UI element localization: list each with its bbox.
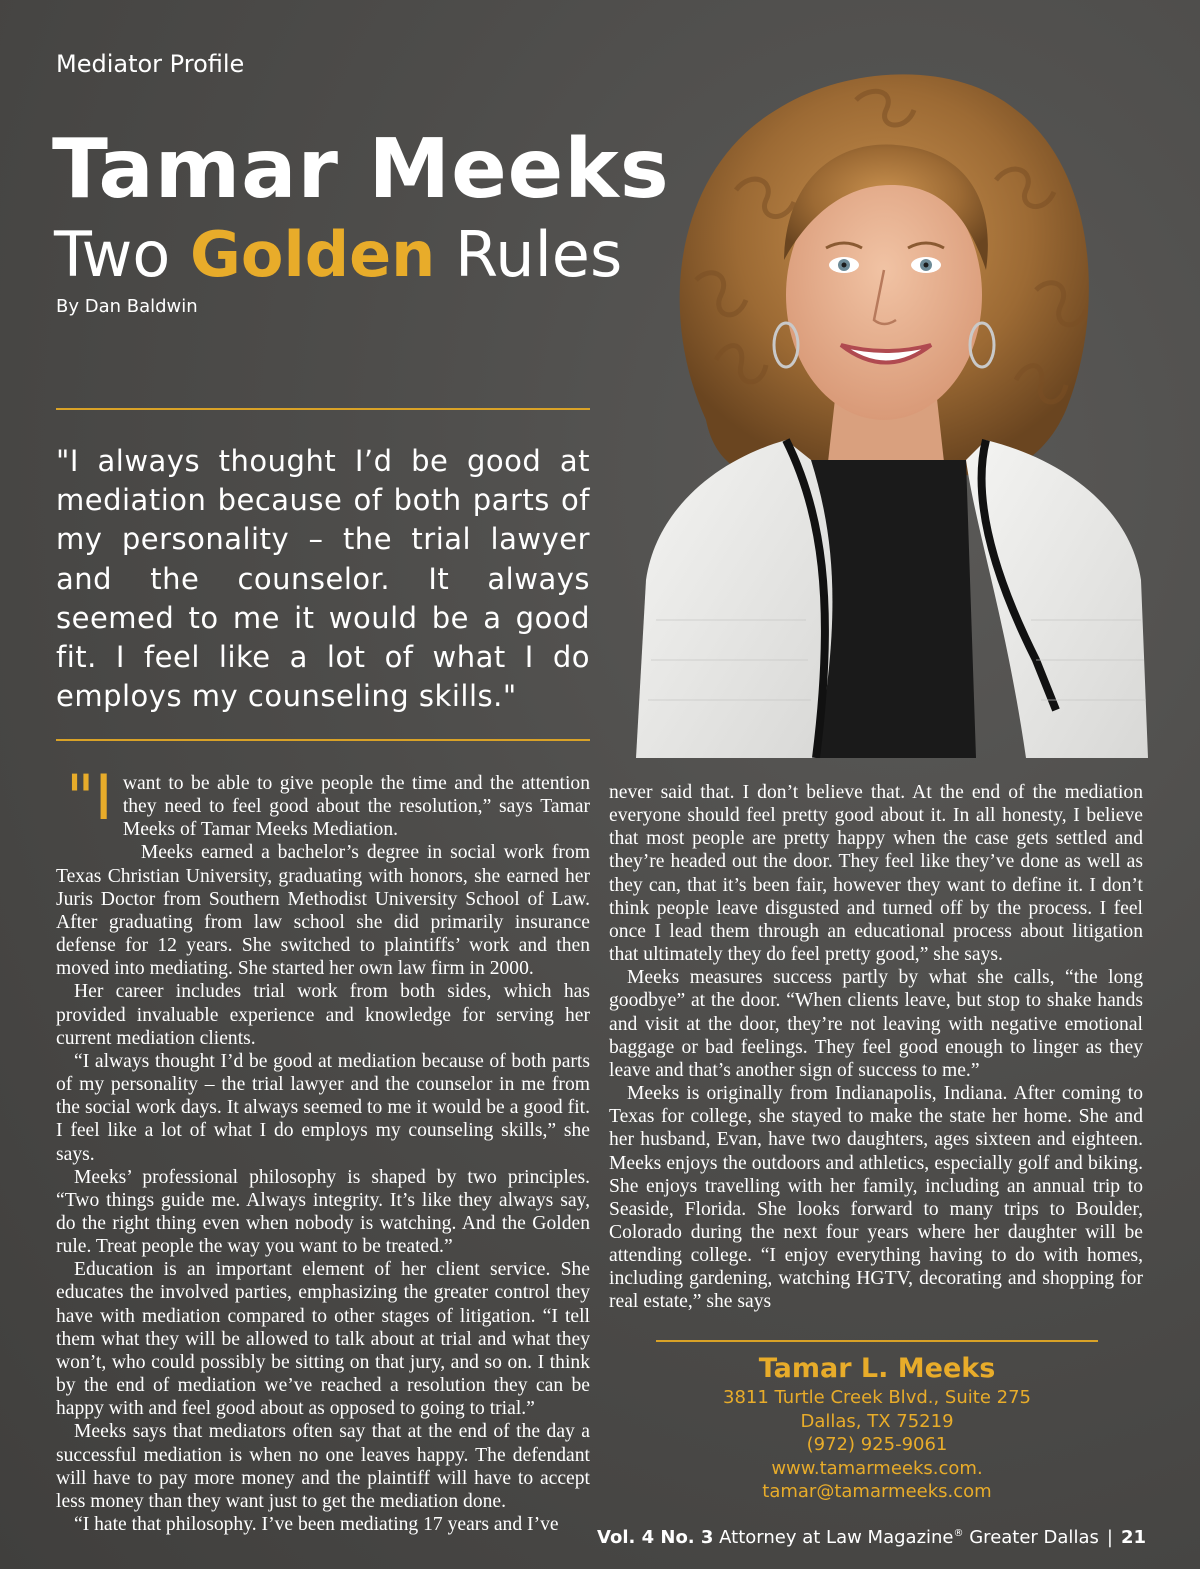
pull-quote-bottom-rule xyxy=(56,739,590,741)
contact-website: www.tamarmeeks.com. xyxy=(771,1457,983,1479)
pull-quote-top-rule xyxy=(56,408,590,410)
article-paragraph: Meeks measures success partly by what she calls, “the long goodbye” at the door. “When clients leave, but stop to shake hands and visit at the door, they’re not leaving with negative emotional baggage or bad feelings. They feel good enough to linger as they leave and that’s another sign of success to me.” xyxy=(609,967,1143,1081)
page-number: 21 xyxy=(1120,1527,1146,1548)
article-paragraph: Meeks earned a bachelor’s degree in social work from Texas Christian University, graduating with honors, she earned her Juris Doctor from Southern Methodist University School of Law. After graduating from law school she did primarily insurance defense for 12 years. She switched to plaintiffs’ work and then moved into mediating. She started her own law firm in 2000. xyxy=(56,842,590,980)
subtitle-post: Rules xyxy=(435,218,623,291)
article-paragraph: Her career includes trial work from both sides, which has provided invaluable experience and knowledge for serving her current mediation clients. xyxy=(56,981,590,1049)
contact-box xyxy=(656,1352,1098,1504)
footer-registered-mark: ® xyxy=(953,1528,964,1539)
paragraph-text: want to be able to give people the time and the attention they need to feel good about the resolution,” says Tamar Meeks of Tamar Meeks Mediation. xyxy=(122,773,590,841)
article-title: Tamar Meeks xyxy=(52,122,670,217)
contact-address: 3811 Turtle Creek Blvd., Suite 275 xyxy=(723,1387,1031,1408)
article-column-1 xyxy=(56,761,590,1536)
article-paragraph: Meeks is originally from Indianapolis, Indiana. After coming to Texas for college, she stayed to make the state her home. She and her husband, Evan, have two daughters, ages sixteen and eighteen. Meeks enjoys the outdoors and athletics, especially golf and biking. She enjoys travelling with her family, including an annual trip to Seaside, Florida. She looks forward to many trips to Boulder, Colorado during the next four years where her daughter will be attending college. “I enjoy everything having to do with homes, including gardening, watching HGTV, decorating and shopping for real estate,” she says xyxy=(609,1083,1143,1313)
article-paragraph xyxy=(56,761,590,841)
article-paragraph: Meeks’ professional philosophy is shaped by two principles. “Two things guide me. Always integrity. It’s like they always say, do the right thing even when nobody is watching. And the Golden rule. Treat people the way you want to be treated.” xyxy=(56,1166,590,1258)
footer-magazine: Attorney at Law Magazine xyxy=(719,1527,954,1548)
article-paragraph: “I hate that philosophy. I’ve been mediating 17 years and I’ve xyxy=(74,1514,559,1535)
byline: By Dan Baldwin xyxy=(56,296,198,317)
article-paragraph: Education is an important element of her client service. She educates the involved parties, emphasizing the greater control they have with mediation compared to other stages of litigation. “I tell them what they will be allowed to talk about at trial and what they won’t, who could possibly be sitting on that jury, and so on. I think by the end of mediation we’ve reached a resolution they can be happy with and feel good about as opposed to going to trial.” xyxy=(56,1259,590,1420)
footer-separator: | xyxy=(1106,1527,1113,1548)
article-subtitle xyxy=(54,218,622,291)
drop-cap: "I xyxy=(66,761,113,834)
pull-quote: "I always thought I’d be good at mediation because of both parts of my personality – the trial lawyer and the counselor. It always seemed to me it would be a good fit. I feel like a lot of what I do employs my counseling skills." xyxy=(56,444,590,714)
contact-email: tamar@tamarmeeks.com xyxy=(762,1481,992,1503)
article-paragraph: never said that. I don’t believe that. At the end of the mediation everyone should feel pretty good about it. In all honesty, I believe that most people are pretty happy when the case gets settled and they’re headed out the door. They feel like they’ve done as well as they can, that it’s been fair, however they want to define it. I don’t think people leave disgusted and turned off by the process. I feel once I lead them through an educational process about litigation that ultimately they do feel pretty good,” she says. xyxy=(609,782,1143,966)
article-paragraph: Meeks says that mediators often say that at the end of the day a successful mediation is when no one leaves happy. The defendant will have to pay more money and the plaintiff will have to accept less money than they want just to get the mediation done. xyxy=(56,1421,590,1512)
section-kicker: Mediator Profile xyxy=(56,50,245,78)
contact-phone: (972) 925-9061 xyxy=(806,1434,948,1456)
subtitle-gold-word: Golden xyxy=(189,218,436,291)
page-footer xyxy=(597,1527,1146,1548)
article-column-2 xyxy=(609,781,1143,1314)
contact-city: Dallas, TX 75219 xyxy=(800,1410,954,1432)
footer-volume: Vol. 4 No. 3 xyxy=(597,1527,714,1548)
subtitle-pre: Two xyxy=(54,218,190,291)
article-paragraph: “I always thought I’d be good at mediation because of both parts of my personality – the trial lawyer and the counselor in me from the social work days. It always seemed to me it would be a good fit. I feel like a lot of what I do employs my counseling skills,” she says. xyxy=(56,1050,590,1165)
portrait-photo xyxy=(636,60,1148,758)
contact-rule xyxy=(656,1340,1098,1342)
footer-edition: Greater Dallas xyxy=(969,1527,1099,1548)
contact-name: Tamar L. Meeks xyxy=(758,1353,996,1384)
